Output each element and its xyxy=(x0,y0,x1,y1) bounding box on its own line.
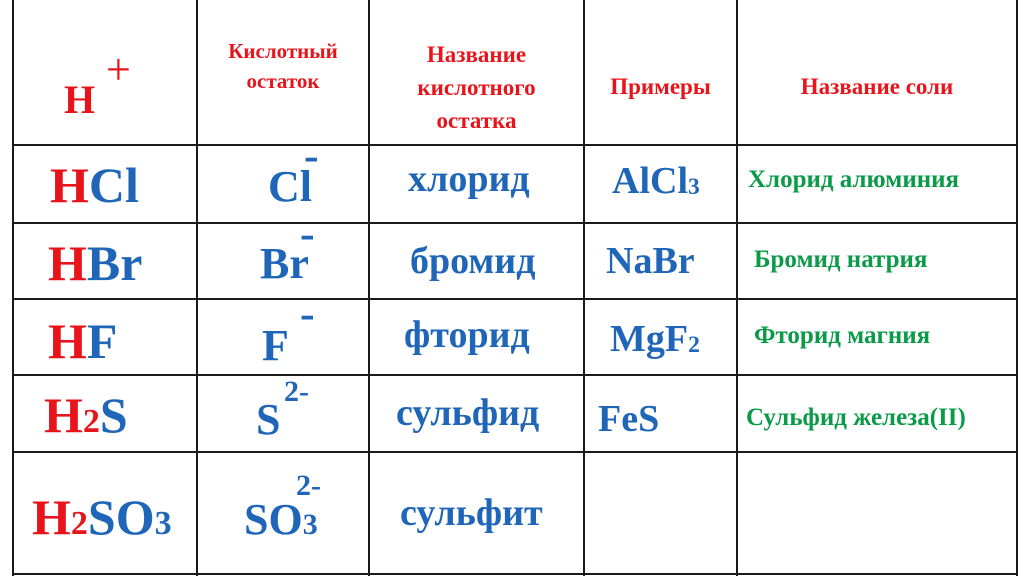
residue-formula: S xyxy=(256,395,281,444)
header-ion-symbol: H xyxy=(64,77,96,122)
salt-name: Хлорид алюминия xyxy=(748,166,960,193)
salt-name: Фторид магния xyxy=(754,322,931,349)
residue-charge: - xyxy=(300,209,315,258)
salt-name: Сульфид железа(II) xyxy=(746,404,966,431)
residue-main: SO xyxy=(244,495,303,544)
salt-name: Бромид натрия xyxy=(754,246,928,273)
residue-name: фторид xyxy=(404,314,530,356)
acid-subscript: 2 xyxy=(82,403,100,440)
acid-formula xyxy=(50,158,139,212)
residue-name: сульфид xyxy=(396,392,540,434)
residue-charge: 2- xyxy=(296,469,321,502)
header-ion-charge: + xyxy=(106,45,131,94)
residue-charge: - xyxy=(304,131,319,180)
row-divider xyxy=(12,298,1018,300)
acid-rest: Cl xyxy=(88,157,139,213)
salt-example xyxy=(610,318,700,366)
header-ion xyxy=(64,78,95,122)
acid-hydrogen: H xyxy=(48,235,87,291)
salt-example-subscript: 3 xyxy=(688,174,700,201)
header-examples: Примеры xyxy=(610,74,711,99)
salt-example-main: NaBr xyxy=(606,240,695,282)
residue-name: бромид xyxy=(410,240,536,282)
header-residue-name-line2: кислотного xyxy=(417,75,536,100)
salt-example xyxy=(612,160,700,208)
acid-rest: S xyxy=(99,387,128,443)
acid-formula xyxy=(48,314,117,368)
salt-example xyxy=(598,398,659,440)
header-residue-line2: остаток xyxy=(246,69,320,93)
acid-formula xyxy=(44,388,128,449)
salt-example-main: AlCl xyxy=(612,160,688,202)
table-border xyxy=(12,573,1018,575)
residue-formula xyxy=(244,496,318,549)
acid-formula xyxy=(32,490,172,551)
residue-formula: F xyxy=(262,321,289,370)
header-residue xyxy=(198,36,368,96)
header-residue-name xyxy=(370,38,583,137)
residue-charge: - xyxy=(300,289,315,338)
residue-name: хлорид xyxy=(408,158,530,200)
row-divider xyxy=(12,374,1018,376)
acid-formula xyxy=(48,236,142,290)
residue-name: сульфит xyxy=(400,492,543,534)
acid-hydrogen: H xyxy=(44,387,83,443)
acid-rest: SO xyxy=(87,489,155,545)
table-border xyxy=(1016,0,1018,576)
header-residue-name-line3: остатка xyxy=(436,108,517,133)
row-divider xyxy=(12,144,1018,146)
salt-example xyxy=(606,240,695,282)
acid-rest: Br xyxy=(86,235,143,291)
acid-hydrogen: H xyxy=(50,157,89,213)
salt-example-subscript: 2 xyxy=(688,332,700,359)
residue-formula: Br xyxy=(260,239,309,288)
acid-subscript: 3 xyxy=(154,505,172,542)
acid-rest: F xyxy=(86,313,118,369)
row-divider xyxy=(12,222,1018,224)
header-residue-name-line1: Название xyxy=(426,42,527,67)
residue-subscript: 3 xyxy=(302,508,318,541)
acid-hydrogen: H xyxy=(48,313,87,369)
residue-formula: Cl xyxy=(268,162,312,211)
table-border xyxy=(12,0,14,576)
row-divider xyxy=(12,451,1018,453)
header-residue-line1: Кислотный xyxy=(228,39,338,63)
salt-example-main: FeS xyxy=(598,398,660,440)
header-salt-name: Название соли xyxy=(800,74,954,99)
salt-example-main: MgF xyxy=(610,318,689,360)
acid-hydrogen: H xyxy=(32,489,71,545)
acid-subscript: 2 xyxy=(70,505,88,542)
residue-charge: 2- xyxy=(284,375,309,408)
